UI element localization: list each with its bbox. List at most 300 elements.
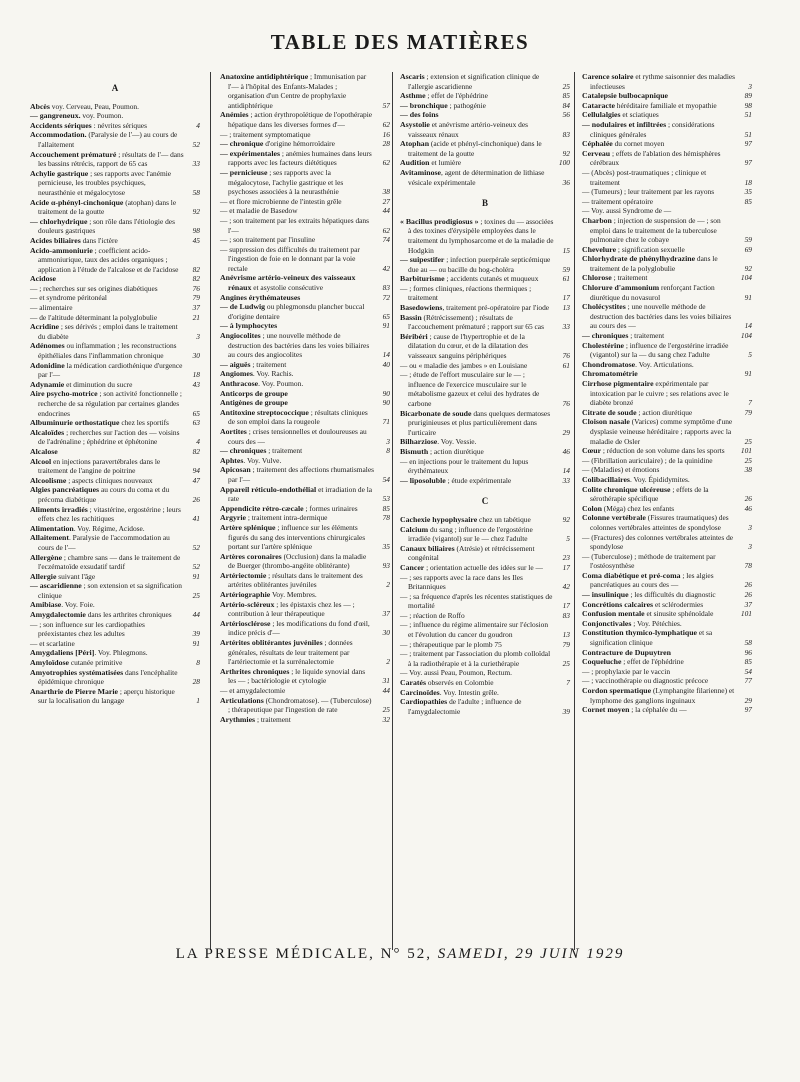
entry-description: ; son rôle dans l'étiologie des douleurs gastriques [38, 216, 175, 236]
page-number: 82 [192, 274, 200, 284]
entry-description: ; pathogénie [447, 100, 486, 110]
entry-description: ; effet de l'éphédrine [425, 91, 488, 101]
index-entry [30, 313, 200, 323]
page-number: 25 [562, 658, 570, 668]
entry-description: au cours du coma et du précoma diabétique [38, 485, 170, 504]
entry-term: Audition [400, 158, 430, 168]
index-entry [400, 303, 570, 313]
index-entry [220, 552, 390, 571]
page-number: 33 [562, 475, 570, 485]
entry-description: voy. Poumon. [80, 111, 124, 121]
page-number: 26 [744, 590, 752, 600]
entry-term: Amibiase [30, 600, 62, 610]
entry-term: Bilharziose [400, 437, 438, 447]
page-number: 16 [382, 129, 390, 139]
entry-term: Anticorps de groupe [220, 388, 288, 398]
entry-term: Céphalée [582, 139, 613, 149]
entry-description: dans quelques dermatoses pruriginieuses et plus particulièrement dans l'urticaire [408, 408, 551, 437]
index-entry [582, 206, 752, 216]
index-entry [30, 533, 200, 552]
page-number: 25 [382, 705, 390, 715]
page-number: 51 [744, 110, 752, 120]
index-entry [30, 380, 200, 390]
entry-term: Chromatométrie [582, 369, 638, 379]
page-number: 3 [748, 542, 752, 552]
index-entry [30, 648, 200, 658]
page-number: 91 [744, 292, 752, 302]
page-number: 85 [744, 196, 752, 206]
page-number: 25 [744, 436, 752, 446]
page-number: 44 [192, 610, 200, 620]
entry-description: dans les arthrites chroniques [85, 610, 172, 620]
entry-term: — chroniques [220, 446, 267, 456]
entry-description: et diminution du sucre [64, 379, 133, 389]
entry-term: Catalepsie bulbocapnique [582, 91, 669, 101]
entry-term: — de Ludwig [220, 302, 266, 312]
entry-description: ; extension et signification clinique de l'allergie ascaridienne [408, 72, 540, 91]
page-number: 59 [562, 264, 570, 274]
index-entry [30, 476, 200, 486]
page-number: 63 [192, 418, 200, 428]
entry-description: — et syndrome péritonéal [30, 293, 107, 303]
page-footer [0, 946, 800, 963]
page-number: 4 [196, 437, 200, 447]
entry-description: ; son activité fonctionnelle ; recherche de sa régulation par certaines glandes endocrines [38, 389, 182, 418]
page-number: 104 [740, 273, 752, 283]
page-number: 54 [382, 474, 390, 484]
entry-description: et rythme saisonnier des maladies infectieuses [590, 72, 736, 91]
entry-description: ; ses dérivés ; emploi dans le traitement du diabète [38, 322, 178, 341]
entry-term: Chevelure [582, 244, 617, 254]
entry-term: Appareil réticulo-endothélial [220, 484, 317, 494]
entry-description: ; effets de l'ablation des hémisphères cérébraux [590, 148, 721, 168]
entry-term: Aphtes [220, 455, 244, 465]
entry-description: . Voy. Épididymites. [629, 474, 690, 484]
page-number: 44 [382, 206, 390, 216]
index-entry [582, 197, 752, 207]
page-number: 27 [382, 196, 390, 206]
entry-description: (acide et phényl-cinchonique) dans le traitement de la goutte [408, 139, 542, 158]
entry-description: ou inflammation ; les reconstructions épithéliales dans l'inflammation chronique [38, 341, 177, 361]
entry-description: — et flore microbienne de l'intestin grêle [220, 196, 342, 206]
entry-description: ; formes urinaires [303, 503, 358, 513]
page-number: 104 [740, 331, 752, 341]
column-divider [392, 72, 393, 950]
index-entry [400, 525, 570, 544]
page-number: 26 [192, 494, 200, 504]
page-number: 47 [192, 475, 200, 485]
entry-description: et sa signification clinique [590, 628, 713, 648]
entry-description: ; injection de suspension de — ; son emploi dans le traitement de la tuberculose pulmonaire chez le cobaye [590, 215, 721, 245]
entry-term: Cornet moyen [582, 705, 630, 715]
page-number: 40 [382, 359, 390, 369]
entry-description: ; le liquide synovial dans les — ; bactériologie et cytologie [228, 666, 366, 686]
entry-description: ; anémies humaines dans leurs rapports avec les facteurs diététiques [228, 148, 372, 168]
entry-term: Colite chronique ulcéreuse [582, 484, 671, 494]
index-entry [30, 246, 200, 275]
entry-description: ; effet de l'éphédrine [621, 657, 684, 667]
entry-term: Acridine [30, 322, 60, 332]
entry-description: , agent de détermination de lithiase vésicale expérimentale [408, 167, 545, 187]
index-entry [582, 408, 752, 418]
page-number: 53 [382, 494, 390, 504]
entry-term: Bassin [400, 312, 422, 322]
entry-description: et lumière [429, 158, 462, 168]
index-entry [400, 120, 570, 139]
column-divider [574, 72, 575, 950]
entry-term: Allergie [30, 571, 57, 581]
entry-term: Anthracose [220, 379, 259, 388]
entry-description: observés en Colombie [425, 678, 494, 688]
index-entry [220, 130, 390, 140]
page-number: 91 [192, 571, 200, 581]
page-number: 42 [382, 263, 390, 273]
entry-description: expérimentale par intoxication par le cuivre ; ses relations avec le diabète bronzé [590, 379, 729, 408]
entry-description: (Rétrécissement) ; résultats de l'accouchement prématuré ; rapport sur 65 cas [408, 312, 544, 332]
entry-description: ; infection puerpérale septicémique due au — ou bacille du hog-choléra [408, 255, 551, 274]
page-number: 83 [562, 610, 570, 620]
entry-term: — bronchique [400, 100, 448, 110]
index-entry [400, 255, 570, 274]
entry-term: Amyloïdose [30, 658, 69, 668]
index-entry [220, 149, 390, 168]
entry-description: dans l'ictère [80, 235, 118, 245]
entry-description: héréditaire familiale et myopathie [614, 100, 717, 110]
entry-term: Angines érythémateuses [220, 292, 301, 302]
index-entry [582, 456, 752, 466]
index-entry [582, 369, 752, 379]
entry-term: Caratés [400, 678, 426, 688]
entry-term: Artério-scléreux [220, 599, 275, 609]
entry-description: — (Fractures) des colonnes vertébrales atteintes de spondylose [582, 532, 734, 552]
page-number: 31 [382, 676, 390, 686]
entry-description: — alimentaire [30, 303, 73, 313]
index-column-2 [220, 72, 390, 724]
index-entry [30, 198, 200, 217]
page-number: 32 [382, 714, 390, 724]
index-entry [582, 590, 752, 600]
entry-term: Appendicite rétro-cæcale [220, 503, 304, 513]
entry-term: Adonidine [30, 360, 65, 370]
entry-term: Carence solaire [582, 72, 634, 81]
index-entry [30, 581, 200, 600]
page-number: 62 [382, 225, 390, 235]
index-entry [582, 72, 752, 91]
entry-description: ; traitement des affections rhumatismales par l'— [228, 465, 374, 484]
page-number: 91 [744, 369, 752, 379]
entry-term: Coma diabétique et pré-coma [582, 570, 681, 580]
entry-term: Acidose [30, 274, 56, 284]
entry-term: Canaux biliaires [400, 543, 455, 553]
page-number: 85 [562, 91, 570, 101]
page-number: 56 [562, 110, 570, 120]
entry-description: ; la céphalée du — [629, 705, 687, 715]
entry-term: — gangreneux. [30, 111, 81, 121]
entry-description: — traitement opératoire [582, 196, 654, 206]
page-number: 4 [196, 120, 200, 130]
entry-term: Cardiopathies [400, 697, 448, 707]
entry-term: Basedowiens [400, 303, 443, 313]
index-entry [400, 457, 570, 476]
index-entry [582, 91, 752, 101]
entry-description: ; influence sur les éléments figurés du sang des interventions chirurgicales portant sur l'artère splénique [228, 522, 366, 552]
page-number: 7 [748, 398, 752, 408]
index-entry [30, 236, 200, 246]
index-entry [400, 697, 570, 716]
page-number: 77 [744, 676, 752, 686]
entry-description: ; les modifications du fond d'œil, indice précis d'— [228, 618, 370, 638]
entry-description: — et maladie de Basedow [220, 206, 298, 216]
page-number: 59 [744, 235, 752, 245]
entry-term: Angiocolites [220, 331, 261, 341]
page-number: 83 [562, 129, 570, 139]
index-entry [30, 524, 200, 534]
page-number: 33 [192, 159, 200, 169]
entry-term: Colon [582, 503, 602, 513]
index-entry [582, 657, 752, 667]
page-number: 41 [192, 514, 200, 524]
entry-term: Cholécystites [582, 302, 626, 312]
page-number: 82 [192, 264, 200, 274]
entry-term: Constitution thymico-lymphatique [582, 628, 698, 638]
entry-term: Alcoolisme [30, 475, 67, 485]
index-entry [220, 216, 390, 235]
index-entry [220, 293, 390, 303]
entry-term: Cirrhose pigmentaire [582, 379, 654, 388]
index-entry [400, 370, 570, 408]
page-number: 91 [192, 638, 200, 648]
entry-description: et asystolie consécutive [251, 283, 324, 293]
index-entry [30, 610, 200, 620]
entry-term: — chlorhydrique [30, 216, 88, 226]
entry-description: (Varices) comme symptôme d'une dysplasie veineuse héréditaire ; rapports avec la maladie de Osler [590, 417, 733, 446]
page-number: 92 [562, 148, 570, 158]
index-entry [582, 283, 752, 302]
index-entry [582, 648, 752, 658]
entry-term: Asystolie [400, 119, 430, 129]
entry-term: Abcès [30, 101, 50, 111]
entry-term: Aortites [220, 426, 247, 436]
index-entry [220, 408, 390, 427]
page-number: 51 [744, 129, 752, 139]
page-number: 36 [562, 177, 570, 187]
section-letter: B [481, 198, 488, 209]
index-entry [30, 121, 200, 131]
page-number: 76 [562, 399, 570, 408]
entry-description: du cornet moyen [612, 139, 665, 149]
index-entry [220, 369, 390, 379]
index-entry [30, 505, 200, 524]
entry-term: Cordon spermatique [582, 686, 652, 695]
page-number: 42 [562, 582, 570, 592]
index-entry [400, 592, 570, 611]
entry-description: Voy. Membres. [270, 590, 317, 600]
entry-term: Artériosclérose [220, 618, 271, 628]
entry-term: Allergène [30, 552, 63, 562]
entry-term: — chroniques [582, 331, 629, 341]
index-entry [582, 139, 752, 149]
index-entry [30, 217, 200, 236]
entry-description: . Paralysie de l'accommodation au cours de l'— [38, 533, 170, 552]
page-number: 21 [192, 312, 200, 322]
entry-description: : névrites sériques [91, 120, 147, 130]
entry-description: ; influence de l'ergostérine irradiée (vigantol) sur la — du sang chez l'adulte [590, 340, 729, 360]
entry-description: . Voy. Foie. [61, 600, 95, 610]
page-number: 18 [192, 370, 200, 380]
index-entry [220, 686, 390, 696]
page-number: 78 [382, 513, 390, 523]
entry-description: suivant l'âge [56, 571, 96, 581]
entry-description: ; considérations cliniques générales [590, 119, 715, 139]
page-number: 25 [744, 455, 752, 465]
index-entry [582, 628, 752, 647]
entry-description: (Atrésie) et rétrécissement congénital [408, 543, 535, 563]
entry-term: — expérimentales [220, 148, 280, 158]
entry-term: Artérites oblitérantes juvéniles [220, 638, 323, 648]
index-entry [400, 611, 570, 621]
entry-term: Amygdaliens [Péri] [30, 648, 95, 658]
entry-term: — à lymphocytes [220, 321, 278, 331]
page-number: 71 [382, 417, 390, 427]
index-entry [30, 620, 200, 639]
entry-description: ; effets de la sérothérapie spécifique [590, 484, 709, 504]
entry-term: Carcinoïdes [400, 687, 440, 697]
index-entry [220, 235, 390, 245]
entry-description: — ; recherches sur ses origines diabétiques [30, 283, 158, 293]
entry-description: chez les sportifs [119, 418, 169, 428]
index-entry [582, 331, 752, 341]
entry-description: . Voy. Articulations. [635, 359, 694, 369]
index-entry [400, 217, 570, 255]
entry-term: Artériographie [220, 590, 271, 600]
index-entry [30, 600, 200, 610]
index-entry [30, 361, 200, 380]
index-entry [400, 668, 570, 678]
entry-term: Alcool [30, 456, 52, 466]
entry-description: — ; son traitement par les extraits hépatiques dans l'— [220, 215, 370, 235]
page-number: 43 [192, 379, 200, 389]
entry-term: Accommodation. [30, 130, 87, 140]
entry-description: dans le traitement de la polyglobulie [590, 254, 718, 273]
page-number: 74 [382, 235, 390, 245]
entry-description: . Voy. Intestin grêle. [439, 687, 499, 697]
entry-description: — ; traitement symptomatique [220, 129, 311, 139]
index-entry [30, 303, 200, 313]
entry-description: d'origine hémorroïdaire [263, 139, 335, 149]
page-number: 30 [382, 628, 390, 638]
page-number: 46 [562, 446, 570, 456]
index-entry [30, 658, 200, 668]
entry-term: Artère splénique [220, 522, 276, 532]
index-entry [582, 417, 752, 446]
page-number: 93 [382, 561, 390, 571]
page-number: 58 [744, 638, 752, 648]
index-entry [582, 609, 752, 619]
index-entry [400, 573, 570, 592]
entry-term: — liposoluble [400, 475, 446, 485]
index-entry [220, 398, 390, 408]
index-entry [582, 120, 752, 139]
index-entry [30, 293, 200, 303]
entry-term: Algies pancréatiques [30, 485, 100, 495]
entry-term: Cerveau [582, 148, 611, 158]
page-number: 62 [382, 158, 390, 168]
index-entry [400, 678, 570, 688]
entry-description: — (Abcès) post-traumatiques ; clinique et traitement [582, 167, 707, 187]
index-entry [582, 619, 752, 629]
entry-description: ; une nouvelle méthode de destruction des bactéries dans les voies biliaires au cours des — [590, 302, 732, 331]
entry-description: ; aspects cliniques nouveaux [66, 475, 153, 485]
page-number: 7 [566, 678, 570, 688]
entry-description: ; recherches sur l'action des — voisins de l'adrénaline ; éphédrine et éphétonine [38, 427, 180, 447]
page-number: 72 [382, 292, 390, 302]
page-number: 62 [382, 119, 390, 129]
entry-description: ; les algies pancréatiques au cours des — [590, 570, 714, 590]
index-entry [220, 696, 390, 715]
index-entry [582, 705, 752, 715]
page-number: 15 [562, 245, 570, 255]
page-number: 65 [192, 408, 200, 418]
page-number: 61 [562, 360, 570, 370]
index-entry [30, 130, 200, 149]
page-number: 101 [740, 609, 752, 619]
index-entry [582, 446, 752, 456]
page-number: 2 [386, 580, 390, 590]
index-entry [582, 110, 752, 120]
page-number: 79 [562, 639, 570, 649]
index-entry [582, 504, 752, 514]
entry-term: Arthrites chroniques [220, 666, 290, 676]
entry-term: Béribéri [400, 331, 428, 341]
entry-description: la médication cardiothénique d'urgence par l'— [38, 360, 183, 380]
entry-description: — ; ses rapports avec la race dans les Iles Britanniques [400, 572, 523, 592]
index-entry [30, 553, 200, 572]
entry-description: ; crises tensionnelles et douloureuses au cours des — [228, 426, 367, 446]
page-number: 46 [744, 503, 752, 513]
entry-description: — (Maladies) et émotions [582, 465, 660, 475]
entry-description: — Voy. aussi Syndrome de — [582, 206, 672, 216]
entry-term: Allaitement [30, 533, 69, 543]
entry-description: ; traitement [628, 331, 665, 341]
entry-term: Alimentation [30, 523, 74, 533]
entry-description: (Paralysie de l'—) au cours de l'allaitement [38, 130, 178, 149]
page-number: 52 [192, 139, 200, 149]
page-number: 28 [192, 677, 200, 687]
entry-term: Charbon [582, 215, 612, 225]
index-entry [220, 619, 390, 638]
index-entry [582, 216, 752, 245]
index-entry [582, 552, 752, 571]
page-number: 35 [744, 187, 752, 197]
column-divider [210, 72, 211, 950]
index-entry [220, 110, 390, 129]
entry-term: Alcalose [30, 446, 58, 456]
entry-description: ; coefficient acido-ammoniurique, taux des acides organiques ; application à l'étude de l'alcalose et de l'acidose [38, 245, 179, 274]
page-number: 92 [192, 207, 200, 217]
entry-term: Bicarbonate de soude [400, 408, 472, 418]
entry-description: et sclérodermies [653, 599, 704, 609]
index-entry [400, 110, 570, 120]
entry-description: — ; sa fréquence d'après les récentes statistiques de mortalité [400, 591, 553, 611]
entry-description: et sinusite sphénoïdale [644, 609, 714, 619]
page-number: 82 [192, 446, 200, 456]
entry-description: — ; son traitement par l'insuline [220, 235, 316, 245]
index-entry [220, 715, 390, 725]
index-entry [220, 139, 390, 149]
index-entry [220, 302, 390, 321]
entry-description: — ; formes cliniques, réactions thermiques ; traitement [400, 283, 532, 303]
page-number: 8 [386, 446, 390, 456]
